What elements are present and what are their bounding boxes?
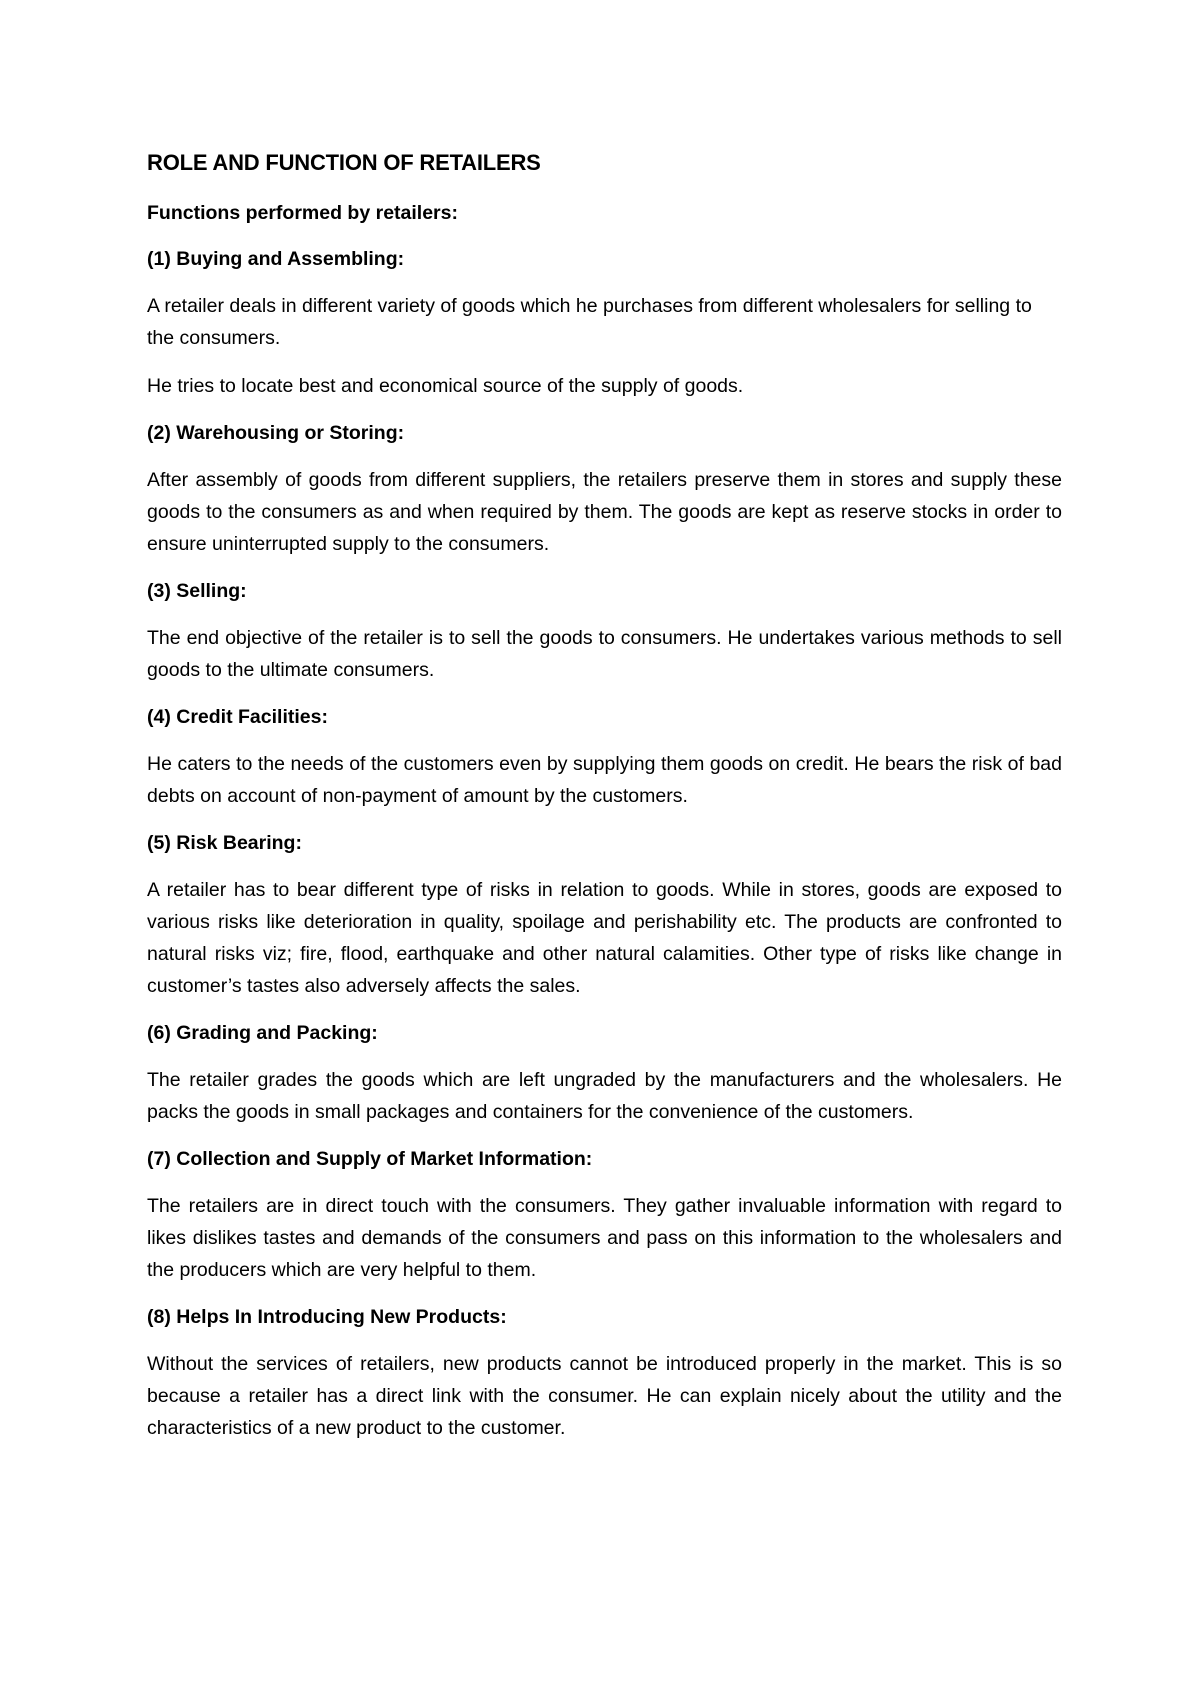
section-paragraph: The retailers are in direct touch with the consumers. They gather invaluable information with regard to likes dislikes tastes and demands of the consumers and pass on this information to the wholesalers and the producers which are very helpful to them.	[147, 1195, 1062, 1281]
section-paragraph: The retailer grades the goods which are left ungraded by the manufacturers and the wholesalers. He packs the goods in small packages and containers for the convenience of the customers.	[147, 1069, 1062, 1123]
section-paragraph: Without the services of retailers, new products cannot be introduced properly in the market. This is so because a retailer has a direct link with the consumer. He can explain nicely about the utility and the characteristics of a new product to the customer.	[147, 1353, 1062, 1439]
section-heading-grading: (6) Grading and Packing:	[147, 1022, 378, 1044]
document-subtitle: Functions performed by retailers:	[147, 202, 458, 224]
section-heading-selling: (3) Selling:	[147, 580, 247, 602]
section-heading-buying: (1) Buying and Assembling:	[147, 248, 405, 270]
section-paragraph: A retailer deals in different variety of goods which he purchases from different wholesalers for selling to the consumers.	[147, 295, 1032, 349]
section-heading-market-info: (7) Collection and Supply of Market Information:	[147, 1148, 593, 1170]
section-paragraph: He tries to locate best and economical source of the supply of goods.	[147, 375, 744, 397]
section-paragraph: After assembly of goods from different suppliers, the retailers preserve them in stores and supply these goods to the consumers as and when required by them. The goods are kept as reserve stocks in order to ensure uninterrupted supply to the consumers.	[147, 469, 1062, 555]
section-heading-credit: (4) Credit Facilities:	[147, 706, 328, 728]
document-content	[147, 148, 1062, 1460]
section-heading-warehousing: (2) Warehousing or Storing:	[147, 422, 405, 444]
section-heading-risk: (5) Risk Bearing:	[147, 832, 302, 854]
section-heading-new-products: (8) Helps In Introducing New Products:	[147, 1306, 507, 1328]
document-title: ROLE AND FUNCTION OF RETAILERS	[147, 150, 541, 175]
section-paragraph: A retailer has to bear different type of risks in relation to goods. While in stores, goods are exposed to various risks like deterioration in quality, spoilage and perishability etc. The products are confronted to natural risks viz; fire, flood, earthquake and other natural calamities. Other type of risks like change in customer’s tastes also adversely affects the sales.	[147, 879, 1062, 997]
section-paragraph: He caters to the needs of the customers even by supplying them goods on credit. He bears the risk of bad debts on account of non-payment of amount by the customers.	[147, 753, 1062, 807]
section-paragraph: The end objective of the retailer is to sell the goods to consumers. He undertakes various methods to sell goods to the ultimate consumers.	[147, 627, 1062, 681]
